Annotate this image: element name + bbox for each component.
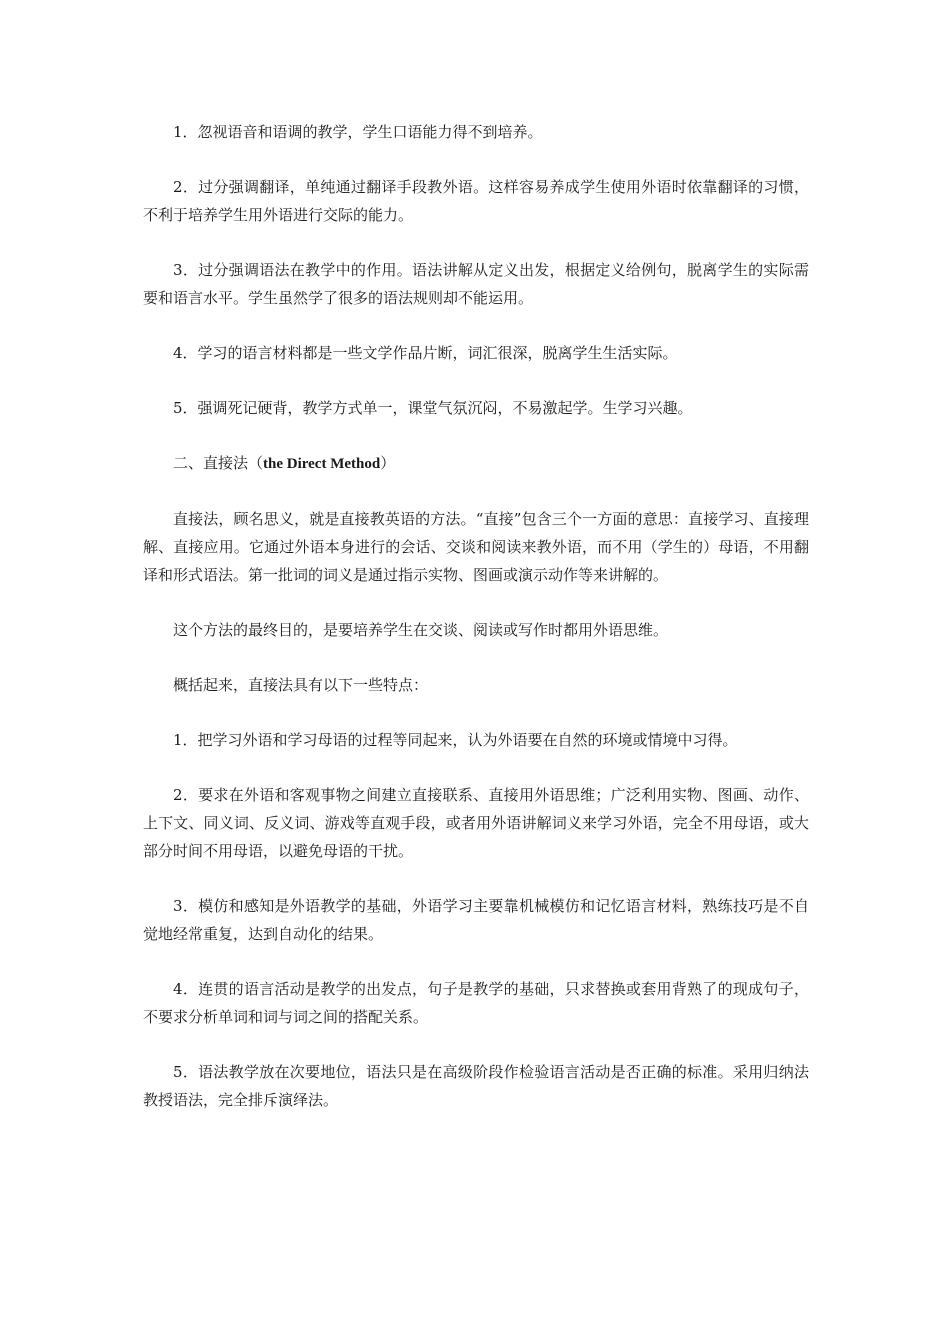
goal-paragraph: 这个方法的最终目的，是要培养学生在交谈、阅读或写作时都用外语思维。 — [173, 621, 669, 639]
feature-item-3: 3．模仿和感知是外语教学的基础，外语学习主要靠机械模仿和记忆语言材料，熟练技巧是不自觉地经常重复，达到自动化的结果。 — [143, 897, 809, 943]
section-heading-suffix: ） — [380, 454, 396, 472]
list-item-4: 4．学习的语言材料都是一些文学作品片断，词汇很深，脱离学生生活实际。 — [173, 344, 678, 362]
list-item-2: 2．过分强调翻译，单纯通过翻译手段教外语。这样容易养成学生使用外语时依靠翻译的习惯，不利于培养学生用外语进行交际的能力。 — [143, 178, 809, 224]
list-item-5: 5．强调死记硬背，教学方式单一，课堂气氛沉闷，不易激起学。生学习兴趣。 — [173, 399, 693, 417]
section-heading-prefix: 二、直接法（ — [173, 454, 264, 472]
feature-item-4: 4．连贯的语言活动是教学的出发点，句子是教学的基础，只求替换或套用背熟了的现成句子，不要求分析单词和词与词之间的搭配关系。 — [143, 980, 809, 1026]
intro-paragraph: 直接法，顾名思义，就是直接教英语的方法。“直接”包含三个一方面的意思：直接学习、直接理解、直接应用。它通过外语本身进行的会话、交谈和阅读来教外语，而不用（学生的）母语，不用翻译和形式语法。第一批词的词义是通过指示实物、图画或演示动作等来讲解的。 — [143, 510, 809, 584]
feature-item-1: 1．把学习外语和学习母语的过程等同起来，认为外语要在自然的环境或情境中习得。 — [173, 731, 738, 749]
feature-item-5: 5．语法教学放在次要地位，语法只是在高级阶段作检验语言活动是否正确的标准。采用归纳法教授语法，完全排斥演绎法。 — [143, 1063, 809, 1109]
list-item-1: 1．忽视语音和语调的教学，学生口语能力得不到培养。 — [173, 123, 543, 141]
document-page — [143, 118, 809, 1141]
list-item-3: 3．过分强调语法在教学中的作用。语法讲解从定义出发，根据定义给例句，脱离学生的实际需要和语言水平。学生虽然学了很多的语法规则却不能运用。 — [143, 261, 809, 307]
summary-paragraph: 概括起来，直接法具有以下一些特点： — [173, 676, 429, 694]
feature-item-2: 2．要求在外语和客观事物之间建立直接联系、直接用外语思维；广泛利用实物、图画、动作、上下文、同义词、反义词、游戏等直观手段，或者用外语讲解词义来学习外语，完全不用母语，或大部分时间不用母语，以避免母语的干扰。 — [143, 786, 809, 860]
section-heading — [143, 449, 809, 478]
section-heading-english: the Direct Method — [263, 456, 381, 472]
